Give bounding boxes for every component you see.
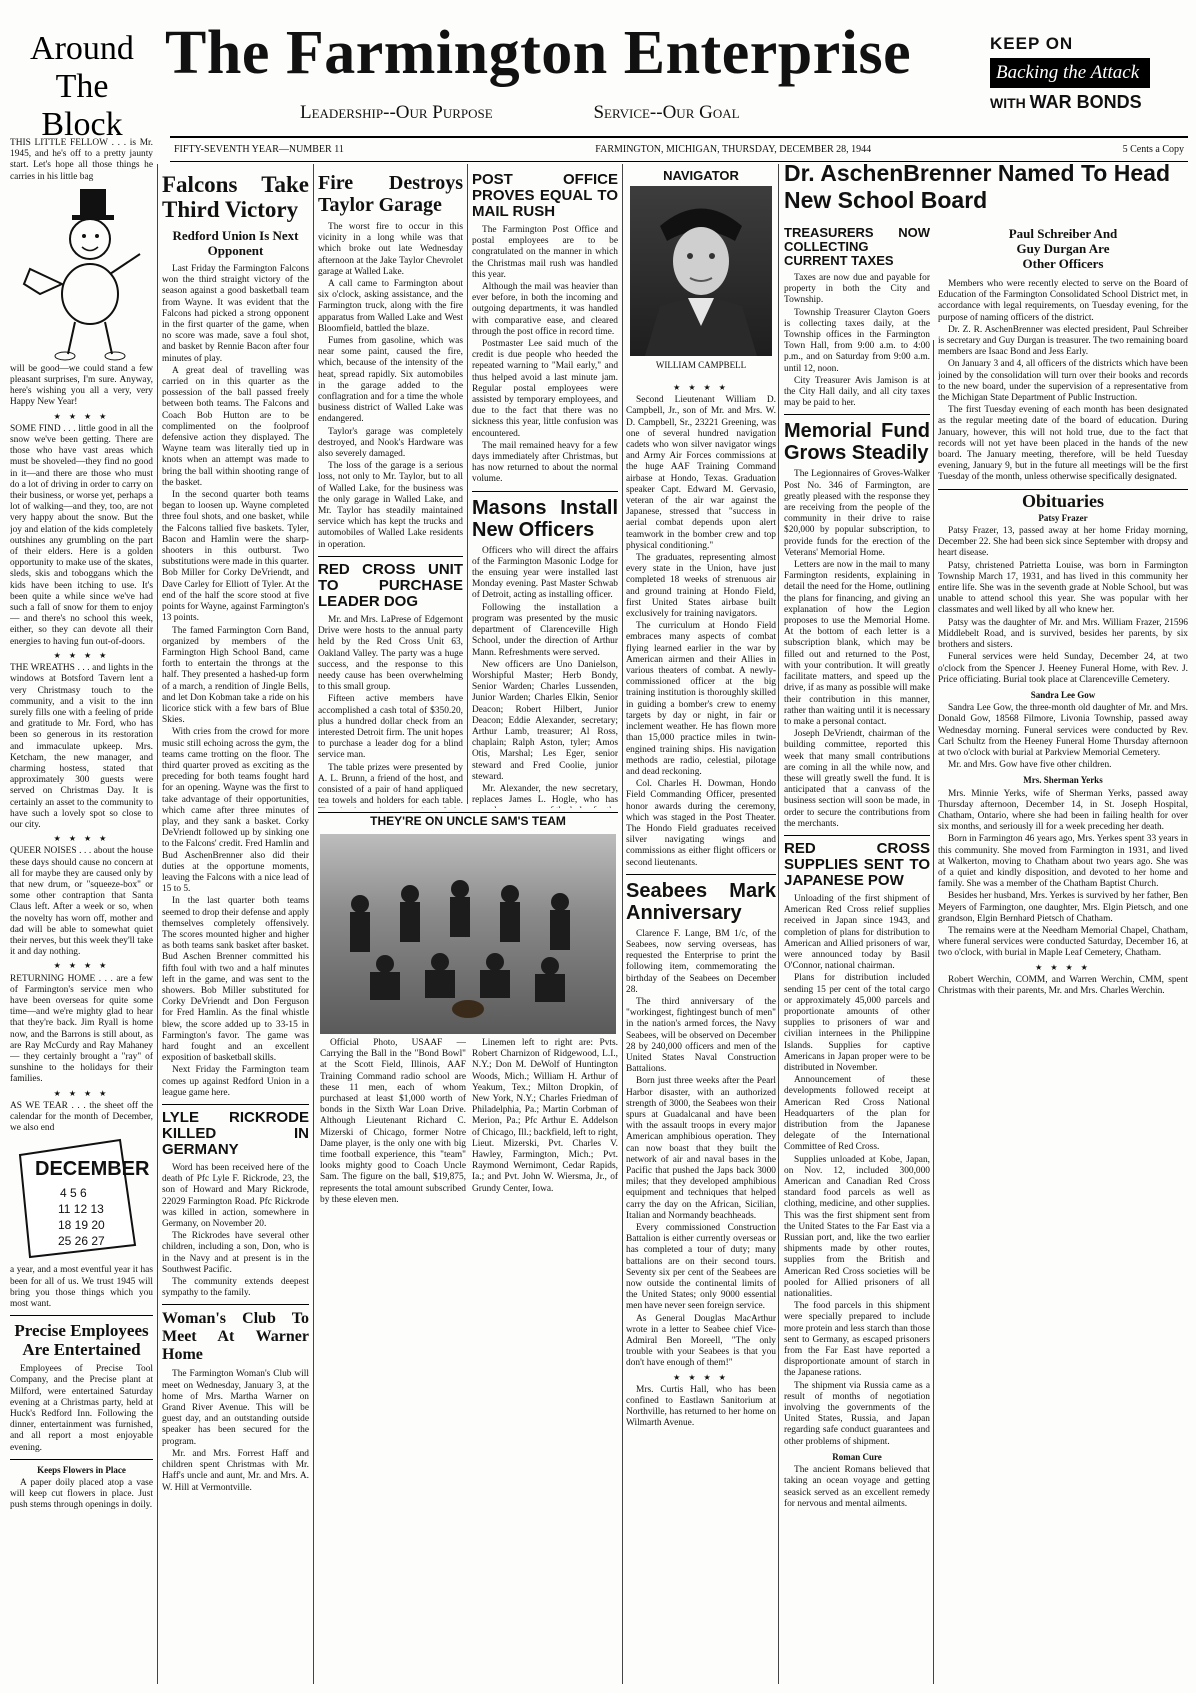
falcons-p3: In the second quarter both teams began to loosen up. Wayne completed three foul shots, and one basket, while the Falcons tallied five baskets. Tyler, Bacon and Hamlin were the sharp-shooters in this outburst. Two substitutions were made in this quarter. Bob Miller for Corky DeVriendt, and Dave Carley for Elliott of Tyler. At the end of the half the score stood at five points for Wayne, against Farmington's 13 points. — [162, 490, 309, 624]
red-cross-dog-p1: Mr. and Mrs. LaPrese of Edgemont Drive were hosts to the annual party held by the Red Cross Unit 63, Oakland Valley. The party was a huge success, and the response to this needy cause has been overwhelming to this small group. — [318, 614, 463, 693]
school-board-p3: On January 3 and 4, all officers of the districts which have been joined by the consolidation will turn over their books and records to the new board, under the supervision of a representative from the Michigan State Department of Public Instruction. — [938, 359, 1188, 404]
dateline — [170, 136, 1188, 162]
treasurers-p3: City Treasurer Avis Jamison is at the City Hall daily, and all city taxes may be paid to her. — [784, 375, 930, 409]
mottos — [300, 102, 740, 124]
motto-left: Leadership--Our Purpose — [300, 102, 493, 123]
falcons-p2: A great deal of travelling was carried on in this quarter as the possession of the ball passed freely between both teams. The Falcons and Coach Bob Hutton are to be complimented on the foolproof defensive action they displayed. The Wayne team was literally tied up in knots when an attempt was made to bring the ball within shooting range of the basket. — [162, 365, 309, 488]
obit-frazer-p3: Patsy was the daughter of Mr. and Mrs. William Frazer, 21596 Middlebelt Road, and is survived, besides her parents, by six brothers and sisters. — [938, 617, 1188, 651]
column-rule — [622, 164, 623, 1684]
roman-cure-headline: Roman Cure — [832, 1451, 882, 1462]
motto-right: Service--Our Goal — [593, 102, 740, 123]
navigator-headline: NAVIGATOR — [663, 168, 739, 183]
column-post-office — [472, 168, 618, 808]
falcons-p6: In the last quarter both teams seemed to drop their defense and apply themselves completely offensively. The scores mounted higher and higher as both teams sank basket after basket. Bud Aschen Brenner committed his fifth foul with two and a half minutes left in the game, and was sent to the showers. Bob Miller substituted for Corky DeVriendt and Don Ferguson for Fred Hamlin. As the final whistle blew, the score added up to 33-15 in Farmington's favor. The game was hard fought and an excellent exposition of basketball skills. — [162, 896, 309, 1064]
column-navigator — [626, 380, 776, 1688]
aschenbrenner-headline: Dr. AschenBrenner Named To Head New School Board — [784, 160, 1170, 213]
memorial-p3: Joseph DeVriendt, chairman of the building committee, reported this week that many small contributions are coming in all the while now, and these will greatly swell the fund. It is anticipated that a canvass of the business section will soon be made, in order to secure the contributions from the merchants. — [784, 729, 930, 829]
fire-p3: Fumes from gasoline, which was near some paint, caused the fire, which, because of the intensity of the heat, spread rapidly. Six automobiles in the garage added to the conflagration and for a time the whole business district of Walled Lake was endangered. — [318, 336, 463, 425]
team-caption-2: Linemen left to right are: Pvts. Robert Charnizon of Ridgewood, L.I., N.Y.; Don M. DeWolf of Huntington Woods, Mich.; William H. Arthur of Yeakum, Tex.; Milton Dropkin, of New York, N.Y.; Charles Friedman of Philadelphia, Pa.; Martin Corbman of Merion, Pa.; Pfc Arthur E. Addelson of Chicago, Ill.; backfield, left to right, Lieut. Mizerski, Pvt. Charles V. Hawley, Farmington, Mich.; Pvt. Raymond Wernimont, Cedar Rapids, Ia.; and Pvt. John W. Wiersma, Jr., of Grundy Center, Iowa. — [472, 1038, 618, 1194]
obit-frazer-p1: Patsy Frazer, 13, passed away at her home Friday morning, December 22. She had been sick since September with dropsy and heart disease. — [938, 526, 1188, 559]
memorial-headline: Memorial Fund Grows Steadily — [784, 420, 930, 465]
svg-text:18 19 20: 18 19 20 — [58, 1218, 105, 1233]
post-office-p4: The mail remained heavy for a few days immediately after Christmas, but has now returned to about the normal volume. — [472, 440, 618, 485]
seabees-p1: Clarence F. Lange, BM 1/c, of the Seabees, now serving overseas, has requested the Enterprise to print the following item, commemorating the birthday of the Seabees on December 28. — [626, 928, 776, 995]
column-rule — [778, 164, 779, 1684]
masons-headline: Masons Install New Officers — [472, 496, 618, 541]
svg-text:11 12 13: 11 12 13 — [58, 1202, 104, 1217]
portrait-photo-icon — [630, 186, 772, 356]
womans-p1: The Farmington Woman's Club will meet on Wednesday, January 3, at the home of Mrs. Martha Warner on Grand River Avenue. This will be guest day, and an outstanding outside speaker has been secured for the program. — [162, 1369, 309, 1447]
place-date: FARMINGTON, MICHIGAN, THURSDAY, DECEMBER 28, 1944 — [595, 144, 872, 155]
school-board-p1: Members who were recently elected to serve on the Board of Education of the Farmington Consolidated School District met, in accordance with legal requirements, on Tuesday evening, for the purpose of naming officers of the district. — [938, 279, 1188, 323]
navigator-photo — [630, 186, 772, 356]
falcons-p4: The famed Farmington Corn Band, organized by members of the Farmington High School Band, came forth to entertain the throngs at the half. They presented a hashed-up form of a march, a rendition of Jingle Bells, and let Don Kobman take a ride on his licorice stick with a few bars of Blue Skies. — [162, 625, 309, 726]
fire-p5: The loss of the garage is a serious loss, not only to Mr. Taylor, but to all of Walled Lake, for the business was the only garage in Walled Lake, and Mr. Taylor has steadily maintained service which has kept the trucks and automobiles of Walled Lake residents in operation. — [318, 461, 463, 550]
war-bonds-ad — [990, 34, 1190, 113]
treasurers-p2: Township Treasurer Clayton Goers is collecting taxes daily, at the Township offices in the Farmington Town Hall, from 9:00 a.m. to 4:00 p.m., and on Saturday from 9:00 a.m. until 12, noon. — [784, 307, 930, 374]
pow-p6: The shipment via Russia came as a result of months of negotiation involving the governments of the United States, Russia, and Japan regarding safe conduct guarantees and other problems of shipment. — [784, 1380, 930, 1447]
seabees-p4: Every commissioned Construction Battalion is either currently overseas or has completed a tour of duty; many battalions are on their second tours. Seventy six per cent of the Seabees are now outside the continental limits of the United States; only 9000 essential men have never seen foreign service. — [626, 1223, 776, 1312]
team-caption-left — [320, 1038, 466, 1478]
star-divider: ★ ★ ★ ★ — [1035, 962, 1091, 972]
baby-new-year-icon — [10, 184, 150, 362]
treasurers-headline: TREASURERS NOW COLLECTING CURRENT TAXES — [784, 225, 930, 268]
pow-p5: The food parcels in this shipment were specially prepared to include more protein and less starch than those sent to Germany, as escaped prisoners from the Far East have reported a disproportionate amount of starch in the Japanese rations. — [784, 1301, 930, 1379]
red-cross-dog-headline: RED CROSS UNIT TO PURCHASE LEADER DOG — [318, 560, 463, 610]
obit-yerks-p3: Besides her husband, Mrs. Yerkes is survived by her father, Ben Meyers of Farmington, one daughter, Mrs. Elgin Pietsch, and one grandson, Elgin Bernhard Pietsch of Chatham. — [938, 891, 1188, 924]
column-falcons — [162, 168, 309, 1688]
pow-p3: Announcement of these developments followed receipt at American Red Cross National Headquarters of the plan for distribution from the Japanese delegate of the International Committee of Red Cross. — [784, 1075, 930, 1153]
roman-cure-text: The ancient Romans believed that taking an ocean voyage and getting seasick served as an excellent remedy for nervous and mental ailments. — [784, 1465, 930, 1509]
star-divider: ★ ★ ★ ★ — [673, 383, 729, 392]
year-end-text: a year, and a most eventful year it has been for all of us. We trust 1945 will bring you those things which you most want. — [10, 1265, 153, 1310]
navigator-p3: The curriculum at Hondo Field embraces many aspects of combat flying learned earlier in the war by American airmen and their Allies in various theaters of combat. A newly-commissioned officer at the big training institution is thoroughly skilled in guiding a bomber's crew to enemy targets by day or night, in fair or inclement weather. He has flown more than 15,000 practice miles in twin-engined training ships. His navigation methods are radio, celestial, pilotage and dead reckoning. — [626, 621, 776, 777]
column-rule — [157, 164, 158, 1684]
bonds-keep-on: KEEP ON — [990, 34, 1074, 53]
lyle-headline: LYLE RICKRODE KILLED IN GERMANY — [162, 1109, 309, 1159]
fire-p1: The worst fire to occur in this vicinity in a long while was that which broke out late Wednesday afternoon at the Jake Taylor Chevrolet garage at Walled Lake. — [318, 222, 463, 277]
baby-new-year-cartoon — [10, 184, 153, 364]
post-office-p2: Although the mail was heavier than ever before, in both the incoming and outgoing departments, it was handled with comparative ease, and cleared through the post office in record time. — [472, 282, 618, 337]
some-find-text: SOME FIND . . . little good in all the snow we've been getting. There are those who have vast areas which must be shoveled—they find no good in it—and there are those who must do a lot of driving in order to carry on their business, or worse yet, perhaps a lot of walking—and they, too, are not very happy about the snow. But the joy and elation of the kids completely outshines any grumbling on the part of their elders. Here is a golden opportunity to make use of the skates, sleds, skis and toboggans which the kids have been itching to use. It's been quite a while since we've had such a fall of snow for them to enjoy — and there's no school this week, either, so they can devote all their energies to having fun out-of-doors. — [10, 423, 153, 647]
column-school-board — [938, 222, 1188, 1688]
as-we-tear-text: AS WE TEAR . . . the sheet off the calendar for the month of December, we also end — [10, 1100, 153, 1134]
football-team-photo-icon — [320, 834, 616, 1034]
obit-yerks-p4: The remains were at the Needham Memorial Chapel, Chatham, where funeral services were conducted Saturday, December 16, at two o'clock, with burial in Maple Leaf Cemetery, Chatham. — [938, 925, 1188, 959]
intro-text-cont: will be good—we could stand a few pleasant surprises, I'm sure. Anyway, here's wishing you all a very, very Happy New Year! — [10, 363, 153, 408]
masons-p2: Following the installation a program was presented by the music department of Clarenceville High School, under the direction of Arthur Mann. Refreshments were served. — [472, 602, 618, 658]
queer-noises-text: QUEER NOISES . . . about the house these days should cause no concern at all for maybe they are caused only by that new drum, or "squeeze-box" or some other contraption that Santa Claus left. After a week or so, when the novelty has worn off, mother and dad will be able to somewhat quiet their nerves, but this week they'll take it and day nothing. — [10, 846, 153, 958]
obit-yerks-p1: Mrs. Minnie Yerks, wife of Sherman Yerks, passed away Thursday afternoon, December 14, in St. Joseph Hospital, Chatham, Ontario, where she had been in failing health for over six months, and seriously ill for a week preceding her death. — [938, 788, 1188, 833]
bonds-backing-attack: Backing the Attack — [990, 58, 1150, 88]
obit-gow-name: Sandra Lee Gow — [1030, 689, 1096, 700]
post-office-headline: POST OFFICE PROVES EQUAL TO MAIL RUSH — [472, 171, 618, 220]
fire-p2: A call came to Farmington about six o'clock, asking assistance, and the Farmington truck, along with the fire apparatus from Walled Lake and West Bloomfield, battled the blaze. — [318, 279, 463, 334]
navigator-p1: Second Lieutenant William D. Campbell, Jr., son of Mr. and Mrs. W. D. Campbell, Sr., 23221 Greening, was one of several hundred navigation cadets who won silver navigator wings and Army Air Forces commissions at the huge AAF Training Command airbase at Hondo, Texas. Graduation speaker Capt. Edward M. Gervasio, veteran of the air war against the Japanese, stressed that "success in aerial combat depends upon alert teamwork in the bomber crew and top physical conditioning." — [626, 395, 776, 551]
wreaths-text: THE WREATHS . . . and lights in the windows at Botsford Tavern lent a very Christmasy touch to the community, and a visit to the inn surely fills one with a feeling of pride and gratitude to Mr. Ford, who has been so generous in its restoration and immaculate upkeep. Mrs. Ketcham, the new manager, and charming hostess, stated that approximately 300 guests were served on Christmas Day. It is certainly an asset to the community to have such a lovely spot so close to our city. — [10, 663, 153, 830]
lyle-p1: Word has been received here of the death of Pfc Lyle F. Rickrode, 23, the son of Howard and Mary Rickrode, 22029 Farmington Road. Pfc Rickrode was killed in action, somewhere in Germany, on November 20. — [162, 1163, 309, 1230]
obit-yerks-name: Mrs. Sherman Yerks — [1023, 775, 1103, 786]
navigator-p4: Col. Charles H. Dowman, Hondo Field Commanding Officer, presented honor awards during the ceremony, which was staged in the Post Theater. The Hondo Field graduates received silver navigating wings and commissions as either flight officers or second lieutenants. — [626, 779, 776, 868]
column-rule — [933, 340, 934, 1684]
keeps-flowers-headline: Keeps Flowers in Place — [37, 1464, 126, 1475]
post-office-p1: The Farmington Post Office and postal employees are to be congratulated on the manner in which the Christmas mail rush was handled this year. — [472, 225, 618, 280]
masons-p1: Officers who will direct the affairs of the Farmington Masonic Lodge for the ensuing year were installed last Monday evening. Past Master Schwab of Detroit, acting as installing officer. — [472, 545, 618, 601]
post-office-p3: Postmaster Lee said much of the credit is due people who heeded the repeated warning to "Mail early," and thus helped avoid a last minute jam. Regular postal employees were assisted by temporary employees, and due to the fact that there was no sickness this year, little confusion was encountered. — [472, 339, 618, 439]
seabees-p6: Mrs. Curtis Hall, who has been confined to Eastlawn Sanitorium at Northville, has returned to her home on Wilmarth Avenue. — [626, 1384, 776, 1429]
svg-text:25 26 27: 25 26 27 — [58, 1234, 105, 1249]
school-board-body — [938, 279, 1188, 484]
column-rule — [467, 164, 468, 804]
star-divider: ★ ★ ★ ★ — [53, 834, 110, 844]
returning-home-text: RETURNING HOME . . . are a few of Farmington's service men who have been overseas for quite some time—and we're mighty glad to hear that they're back. Jim Ryall is home now, and the Barrons is still about, as are Ray McCurdy and Ray Mahaney — they certainly brought a "ray" of sunshine to the holidays for their families. — [10, 973, 153, 1085]
werchin-text: Robert Werchin, COMM, and Warren Werchin, CMM, spent Christmas with their parents, Mr. and Mrs. Charles Werchin. — [938, 974, 1188, 996]
precise-text: Employees of Precise Tool Company, and the Precise plant at Milford, were entertained Saturday evening at a Christmas party, held at Huck's Redford Inn. Following the dinner, entertainment was furnished, and all report a most enjoyable evening. — [10, 1364, 153, 1453]
team-caption-right — [472, 1038, 618, 1478]
newspaper-title: The Farmington Enterprise — [165, 19, 912, 87]
falcons-headline: Falcons Take Third Victory — [162, 172, 309, 222]
fire-p4: Taylor's garage was completely destroyed, and Nook's Hardware was also severely damaged. — [318, 426, 463, 460]
falcons-p1: Last Friday the Farmington Falcons won the third straight victory of the season against a good basketball team from Wayne. It was evident that the Falcons had picked a strong opponent in the first quarter of the game, when no score was made, save a foul shot, and basket by Rennie Bacon after four minutes of play. — [162, 264, 309, 364]
star-divider: ★ ★ ★ ★ — [53, 961, 110, 971]
seabees-p3: Born just three weeks after the Pearl Harbor disaster, with an authorized strength of 3000, the Seabees won their spurs at Guadalcanal and have been with the assault troops in every major American amphibious operation. They can now boast that they built the network of air and naval bases in the Pacific that pushed the Japs back 3000 miles; that they developed amphibious equipment and techniques that helped carry the day on the African, Sicilian, Italian and Normandy beachheads. — [626, 1076, 776, 1221]
navigator-name: WILLIAM CAMPBELL — [655, 360, 747, 370]
obit-gow-p2: Mr. and Mrs. Gow have five other children. — [948, 760, 1112, 771]
seabees-p5: As General Douglas MacArthur wrote in a letter to Seabee chief Vice-Admiral Ben Moreell, "The only trouble with your Seabees is that you don't have enough of them!" — [626, 1313, 776, 1369]
masons-p4: Mr. Alexander, the new secretary, replaces James L. Hogle, who has — [472, 783, 618, 806]
pow-p4: Supplies unloaded at Kobe, Japan, on Nov. 12, included 300,000 American and Canadian Red Cross standard food parcels as well as clothing, medicine, and other supplies. This was the first shipment sent from the United States to the Far East via a Russian port, and, like the two earlier shipments made by other routes, supplies from the British and American Red Cross societies will be pooled for Allied prisoners of all nationalities. — [784, 1154, 930, 1300]
school-board-p2: Dr. Z. R. AschenBrenner was elected president, Paul Schreiber is secretary and Guy Durgan is treasurer. The two remaining board members are Isaac Bond and Jess Early. — [938, 324, 1188, 358]
seabees-headline: Seabees Mark Anniversary — [626, 879, 776, 924]
december-calendar-drawing — [10, 1135, 153, 1265]
obit-gow-p1: Sandra Lee Gow, the three-month old daughter of Mr. and Mrs. Donald Gow, 18568 Filmore, Livonia Township, passed away Wednesday morning. Funeral services were conducted by Rev. Carl Schultz from the Heeney Funeral Home Thursday afternoon at two o'clock with burial at Parkview Memorial Cemetery. — [938, 703, 1188, 758]
column-treasurers — [784, 222, 930, 1688]
obituaries-title: Obituaries — [1021, 490, 1104, 511]
column-around-the-block — [10, 138, 153, 1688]
keeps-flowers-text: A paper doily placed atop a vase will keep cut flowers in place. Just push stems through openings in doily. — [10, 1478, 153, 1511]
calendar-icon — [10, 1135, 150, 1263]
navigator-p2: The graduates, representing almost every state in the Union, have just completed 18 weeks of strenuous air and ground training at Hondo Field, first United States airbase built exclusively for training navigators. — [626, 553, 776, 620]
around-the-block-logo — [12, 30, 152, 144]
pow-p1: Unloading of the first shipment of American Red Cross relief supplies received in Japan since 1943, and completion of plans for distribution to American and Allied prisoners of war, were announced today by Basil O'Connor, national chairman. — [784, 893, 930, 972]
star-divider: ★ ★ ★ ★ — [53, 411, 110, 421]
masons-p3: New officers are Uno Danielson, Worshipful Master; Herb Bondy, Senior Warden; Charles Lussenden, Junior Warden; Charles Elkin, Senior Deacon; Robert Hilbert, Junior Deacon; Eddie Alexander, secretary; Arthur Lamb, treasurer; Al Ross, chaplain; Ralph Aston, tyler; Amos Otis, Marshal; Les Eger, senior steward and Fred Coolie, junior steward. — [472, 659, 618, 782]
obit-frazer-name: Patsy Frazer — [1038, 512, 1088, 523]
school-board-p4: The first Tuesday evening of each month has been designated as the regular meeting date of the board of education. During January, however, this will not hold true, due to the fact that records will not yet have been placed in the hands of the new board. The January meeting, therefore, will be held Tuesday evening, January 9, but in the future all meetings will be the first Tuesday of the month, unless otherwise specifically designated. — [938, 405, 1188, 483]
volume-number: FIFTY-SEVENTH YEAR—NUMBER 11 — [174, 144, 344, 155]
obit-frazer-p2: Patsy, christened Patrietta Louise, was born in Farmington Township March 17, 1931, and has lived in this community her entire life. She was in the seventh grade at Noble School, but was unable to attend school this year. She was popular with her classmates and well liked by all who knew her. — [938, 560, 1188, 616]
seabees-p2: The third anniversary of the "workingest, fightingest bunch of men" in the nation's armed forces, the Navy Seabees, will be observed on December 28 by 240,000 officers and men of the United States Naval Construction Battalions. — [626, 996, 776, 1075]
team-headline: THEY'RE ON UNCLE SAM'S TEAM — [370, 814, 566, 828]
pow-p2: Plans for distribution included sending 15 per cent of the total cargo or approximately 45,000 parcels and proportionate amounts of other supplies to prisoners of war and civilian internees in the Philippine Islands. Supplies for captive Americans in Japan proper were to be distributed in November. — [784, 973, 930, 1073]
around-label: Around — [30, 30, 134, 67]
memorial-p1: The Legionnaires of Groves-Walker Post No. 346 of Farmington, are greatly pleased with the response they are receiving from the people of the community in their drive to raise $20,000 by popular subscription, to provide funds for the erection of the Veterans' Memorial Home. — [784, 469, 930, 558]
treasurers-p1: Taxes are now due and payable for property in both the City and Township. — [784, 273, 930, 306]
star-divider: ★ ★ ★ ★ — [673, 1372, 729, 1382]
memorial-p2: Letters are now in the mail to many Farmington residents, explaining in detail the need for the Home, outlining the plans for financing, and giving an explanation of how the Legion proposes to use the Memorial Home. At the bottom of each letter is a subscription blank, which may be filled out and returned to the Post, with your contribution. It will greatly facilitate matters, and speed up the drive, if as many as possible will make their contribution in this manner, rather than waiting until it is necessary to make a personal contact. — [784, 560, 930, 727]
block-label: The Block — [41, 68, 123, 143]
lyle-p3: The community extends deepest sympathy to the family. — [162, 1277, 309, 1299]
precise-headline: Precise Employees Are Entertained — [14, 1321, 149, 1360]
svg-text:4 5 6: 4 5 6 — [60, 1186, 87, 1201]
intro-text: THIS LITTLE FELLOW . . . is Mr. 1945, and he's off to a pretty jaunty start. Let's hope all those things he carries in his little bag — [10, 138, 153, 182]
star-divider: ★ ★ ★ ★ — [53, 1088, 110, 1098]
red-cross-dog-p3: The table prizes were presented by A. L. Brunn, a friend of the host, and consisted of a pair of hand appliqued tea towels and holders for each table. — [318, 762, 463, 807]
obit-yerks-p2: Born in Farmington 46 years ago, Mrs. Yerkes spent 33 years in this community. She moved from Farmington in 1931, and lived at Walkerton, moving to Chatham about two years ago. She was of a quiet and kindly disposition, and devoted to her home and family. She was a member of the Chatham Baptist Church. — [938, 834, 1188, 890]
svg-text:DECEMBER: DECEMBER — [35, 1158, 150, 1181]
school-board-deck: Paul Schreiber And Guy Durgan Are Other Officers — [1008, 226, 1118, 271]
falcons-p7: Next Friday the Farmington team comes up against Redford Union in a league game here. — [162, 1065, 309, 1098]
bonds-war-bonds: WITH WAR BONDS — [990, 92, 1142, 112]
obit-frazer-p4: Funeral services were held Sunday, December 24, at two o'clock from the Spencer J. Heeney Funeral Home, with Rev. J. Price officiating. Burial took place at Clarenceville Cemetery. — [938, 652, 1188, 685]
red-cross-dog-p2: Fifteen active members have accomplished a cash total of $350.20, plus a hundred dollar check from an interested Detroit firm. The unit hopes to purchase a leader dog for a blind service man. — [318, 694, 463, 761]
falcons-deck: Redford Union Is Next Opponent — [172, 228, 299, 258]
team-caption-1: Official Photo, USAAF — Carrying the Ball in the "Bond Bowl" at the Scott Field, Illinois, AAF Training Command radio school are these 11 men, each of whom purchased at least $1,000 worth of bonds in the Sixth War Loan Drive. Although Lieutenant Richard C. Mizerski of Chicago, former Notre Dame player, is the only one with big time football experience, this "team" looks mighty good to Coach Uncle Sam. The figure on the ball, $19,875, represents the total amount subscribed by these eleven men. — [320, 1038, 466, 1205]
womans-club-headline: Woman's Club To Meet At Warner Home — [162, 1310, 309, 1364]
falcons-p5: With cries from the crowd for more music still echoing across the gym, the teams came trotting on the floor. The third quarter proved as exciting as the preceding for both teams fought hard for an opening. Wayne was the first to take advantage of their opportunities, which came after three minutes of play, and they sank a basket. Corky DeVriendt followed up by sinking one to the Falcons' credit. Fred Hamlin and Bud AschenBrenner also did their duties at the opportune moments, leaving the Falcons with a nice lead of 15 to 5. — [162, 727, 309, 895]
fire-headline: Fire Destroys Taylor Garage — [318, 172, 463, 216]
team-photo — [320, 834, 616, 1034]
column-rule — [313, 164, 314, 1684]
price: 5 Cents a Copy — [1122, 144, 1184, 155]
womans-p2: Mr. and Mrs. Forrest Haff and children spent Christmas with Mr. Haff's uncle and aunt, Mr. and Mrs. A. W. Hill at Vermontville. — [162, 1448, 309, 1493]
lyle-p2: The Rickrodes have several other children, including a son, Don, who is in the Navy and at present is in the Southwest Pacific. — [162, 1231, 309, 1275]
star-divider: ★ ★ ★ ★ — [53, 650, 110, 660]
pow-headline: RED CROSS SUPPLIES SENT TO JAPANESE POW — [784, 839, 930, 889]
column-fire — [318, 168, 463, 808]
